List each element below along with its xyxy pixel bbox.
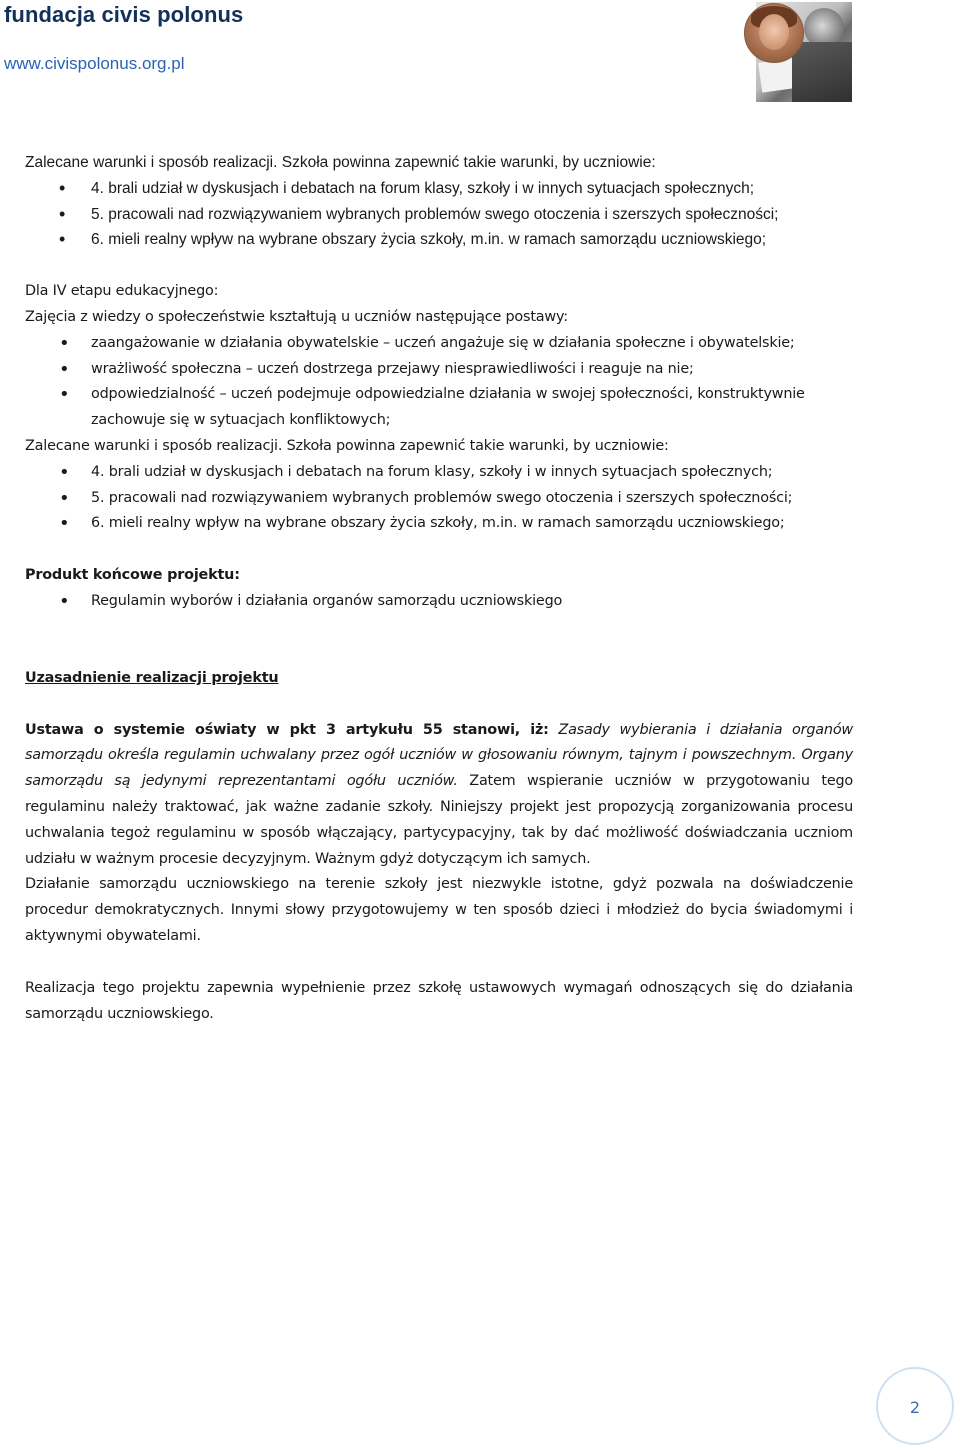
list-item: • Regulamin wyborów i działania organów samorządu uczniowskiego <box>25 589 853 615</box>
list-item: • wrażliwość społeczna – uczeń dostrzega przejawy niesprawiedliwości i reaguje na nie; <box>25 357 853 383</box>
justification-paragraph-2: Działanie samorządu uczniowskiego na terenie szkoły jest niezwykle istotne, gdyż pozwala na doświadczenie procedur demokratycznych. Innymi słowy przygotowujemy w ten sposób dzieci i młodzież do bycia świadomymi i aktywnymi obywatelami. <box>25 876 853 944</box>
list-item: • 6. mieli realny wpływ na wybrane obszary życia szkoły, m.in. w ramach samorządu uczniowskiego; <box>25 227 853 253</box>
list-item: • odpowiedzialność – uczeń podejmuje odpowiedzialne działania w swojej społeczności, konstruktywnie zachowuje się w sytuacjach konfliktowych; <box>25 382 853 434</box>
list-item: • 4. brali udział w dyskusjach i debatach na forum klasy, szkoły i w innych sytuacjach społecznych; <box>25 176 853 202</box>
conditions-list <box>25 176 853 253</box>
page-number-badge <box>876 1367 954 1445</box>
list-item: • zaangażowanie w działania obywatelskie – uczeń angażuje się w działania społeczne i obywatelskie; <box>25 331 853 357</box>
page-number: 2 <box>909 1398 921 1417</box>
law-quote: Zasady wybierania i działania organów samorządu określa regulamin uchwalany przez ogół uczniów w głosowaniu równym, tajnym i powszechnym. Organy samorządu są jedynymi reprezentantami ogółu uczniów. <box>25 721 853 790</box>
justification-paragraph-3: Realizacja tego projektu zapewnia wypełnienie przez szkołę ustawowych wymagań odnoszących się do działania samorządu uczniowskiego. <box>25 979 853 1022</box>
conditions-list-2 <box>25 460 853 537</box>
product-heading: Produkt końcowe projektu: <box>25 567 240 584</box>
justification-heading: Uzasadnienie realizacji projektu <box>25 669 279 686</box>
attitudes-list <box>25 331 853 434</box>
justification-paragraph-1 <box>25 718 853 873</box>
list-item: • 4. brali udział w dyskusjach i debatach na forum klasy, szkoły i w innych sytuacjach społecznych; <box>25 460 853 486</box>
list-item: • 5. pracowali nad rozwiązywaniem wybranych problemów swego otoczenia i szerszych społeczności; <box>25 202 853 228</box>
paragraph-rest: Zatem wspieranie uczniów w przygotowaniu tego regulaminu należy traktować, jak ważne zadanie szkoły. Niniejszy projekt jest propozycją zorganizowania procesu uchwalania tegoż regulaminu w sposób włączający, partycypacyjny, tak by dać możliwość doświadczania uczniom udziału w ważnym procesie decyzyjnym. Ważnym gdyż dotyczącym ich samych. <box>25 773 854 867</box>
product-list <box>25 589 853 615</box>
conditions-intro-2: Zalecane warunki i sposób realizacji. Szkoła powinna zapewnić takie warunki, by uczniowie: <box>25 437 669 454</box>
header-avatar <box>744 3 804 63</box>
law-reference: Ustawa o systemie oświaty w pkt 3 artykułu 55 stanowi, iż: <box>25 721 549 738</box>
list-item: • 5. pracowali nad rozwiązywaniem wybranych problemów swego otoczenia i szerszych społeczności; <box>25 486 853 512</box>
document-body <box>25 150 853 1027</box>
list-item: • 6. mieli realny wpływ na wybrane obszary życia szkoły, m.in. w ramach samorządu uczniowskiego; <box>25 511 853 537</box>
conditions-intro: Zalecane warunki i sposób realizacji. Szkoła powinna zapewnić takie warunki, by uczniowie: <box>25 154 656 171</box>
org-name: fundacja civis polonus <box>4 2 244 27</box>
attitudes-intro: Zajęcia z wiedzy o społeczeństwie kształtują u uczniów następujące postawy: <box>25 308 568 325</box>
stage-label: Dla IV etapu edukacyjnego: <box>25 283 219 300</box>
org-url[interactable]: www.civispolonus.org.pl <box>4 54 185 73</box>
